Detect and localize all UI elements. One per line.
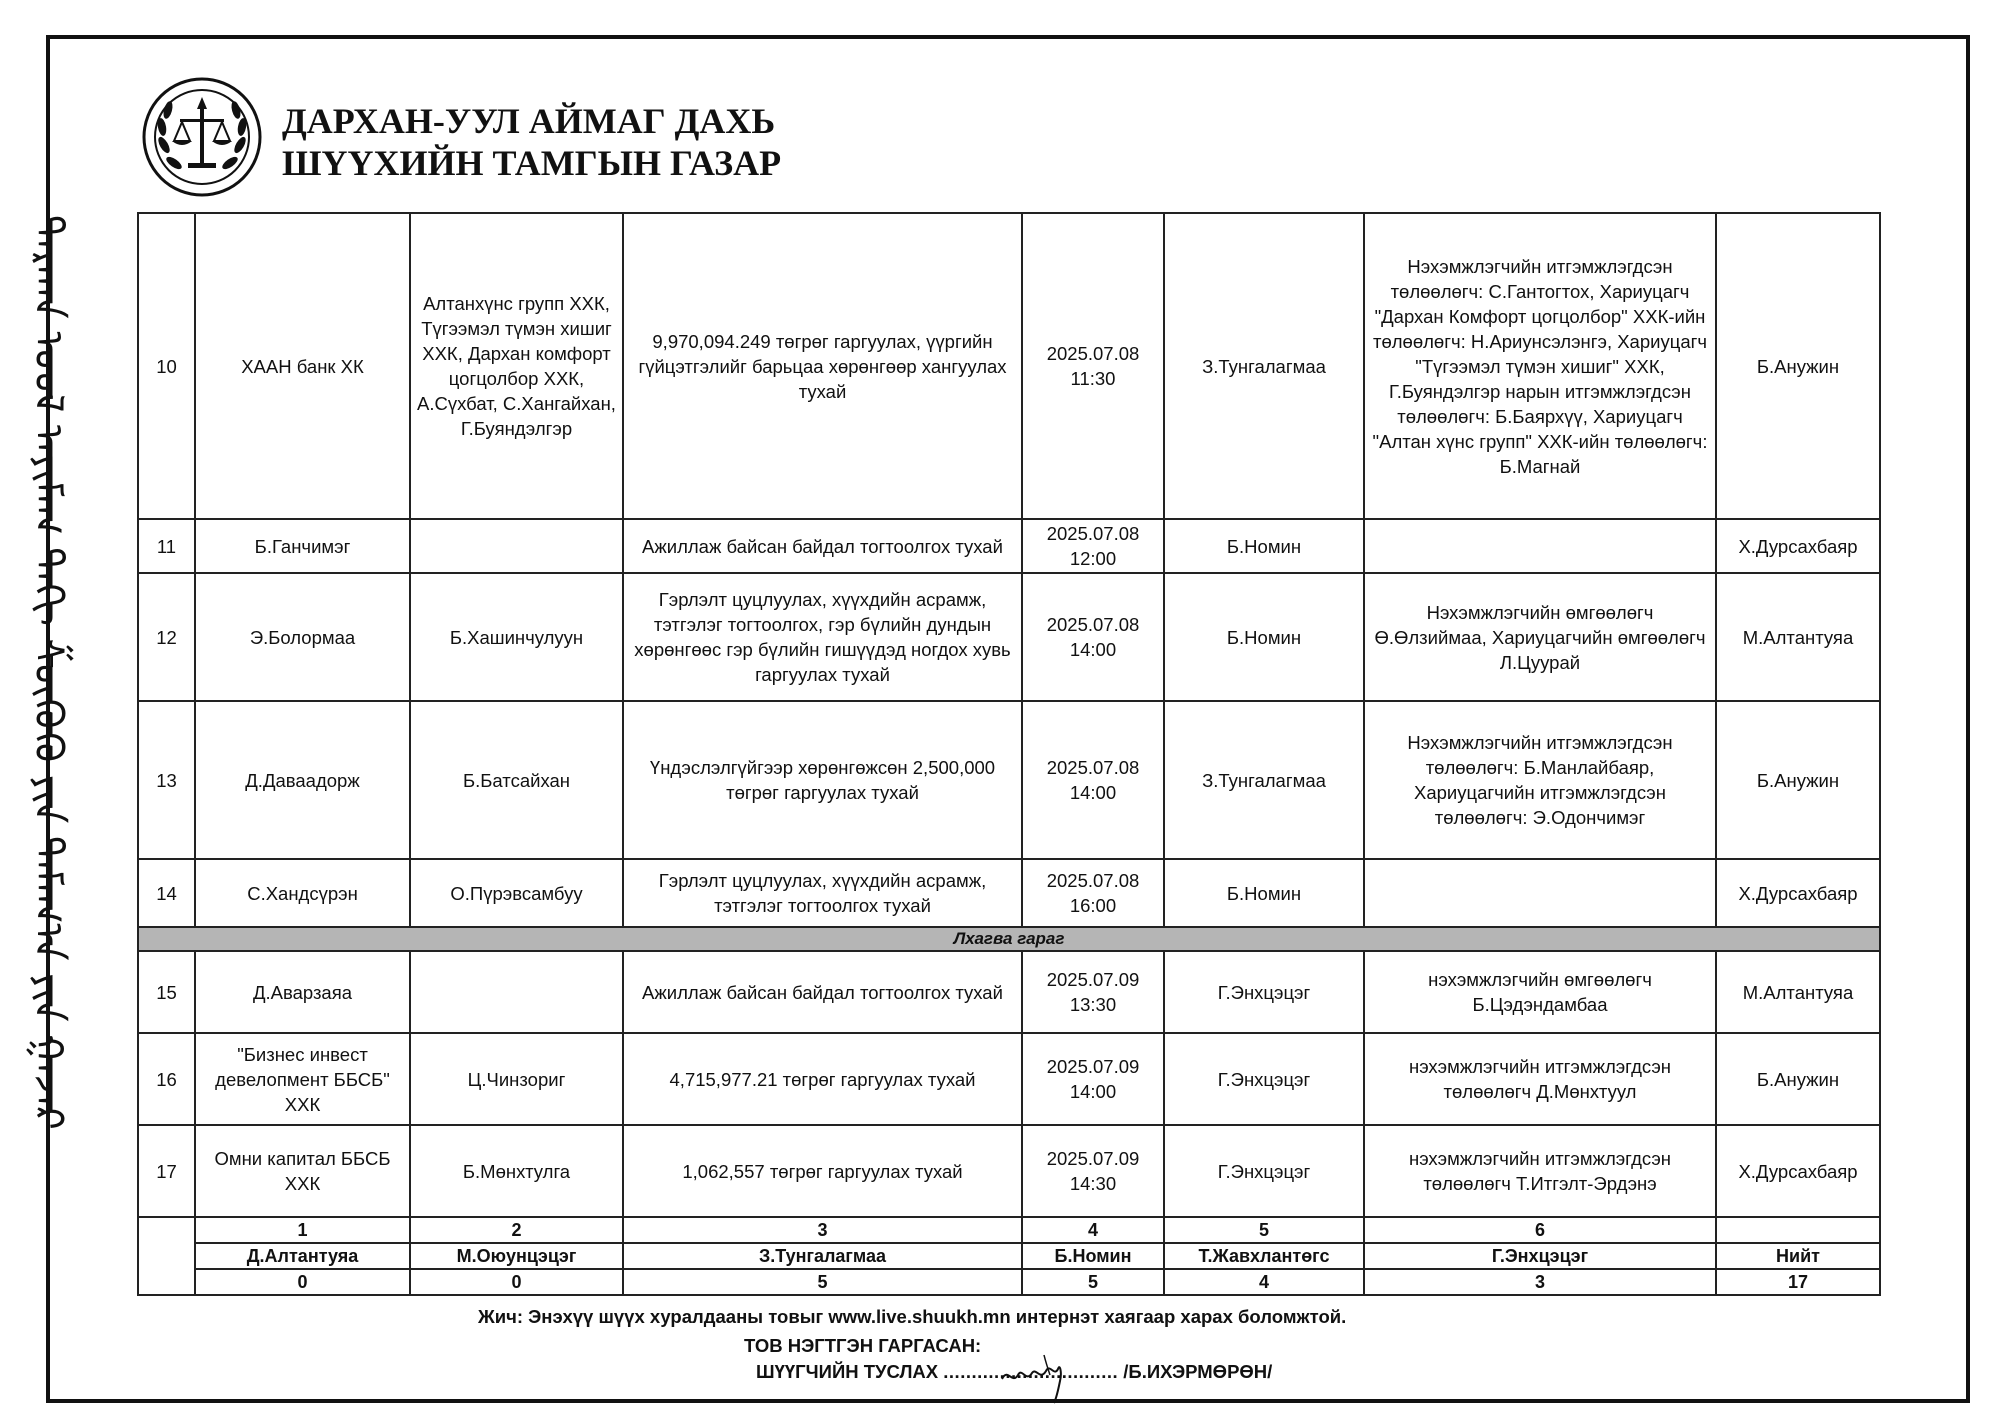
summary-index xyxy=(1716,1217,1880,1243)
mongolian-script-side-text: ᠳᠠᠷᠬᠠᠨ ᠤᠤᠯ ᠠᠶᠢᠮᠠᠭ ᠳᠠᠬᠢ ᠱᠦᠭᠦᠬᠦ ᠶᠢᠨ ᠲᠠᠮᠠᠭ᠎ᠠ ᠶᠢᠨ ᠭᠠᠵᠠᠷ xyxy=(25,215,71,1130)
signer-role: ШҮҮГЧИЙН ТУСЛАХ xyxy=(756,1361,939,1382)
table-row xyxy=(138,1033,1880,1125)
hearing-datetime xyxy=(1022,213,1164,519)
compiled-by-label: ТОВ НЭГТГЭН ГАРГАСАН: xyxy=(744,1335,982,1356)
judge: Г.Энхцэцэг xyxy=(1164,1125,1364,1217)
defendant: Ц.Чинзориг xyxy=(410,1033,623,1125)
judge: З.Тунгалагмаа xyxy=(1164,701,1364,859)
hearing-datetime xyxy=(1022,1033,1164,1125)
court-clerk: Х.Дурсахбаяр xyxy=(1716,1125,1880,1217)
summary-total-count: 17 xyxy=(1716,1269,1880,1295)
hearing-time: 13:30 xyxy=(1069,994,1117,1015)
plaintiff: Омни капитал ББСБ ХХК xyxy=(195,1125,410,1217)
hearing-datetime xyxy=(1022,951,1164,1033)
plaintiff: Д.Аварзаяа xyxy=(195,951,410,1033)
summary-index: 1 xyxy=(195,1217,410,1243)
defendant: Б.Батсайхан xyxy=(410,701,623,859)
case-number: 10 xyxy=(138,213,195,519)
hearing-schedule-table xyxy=(137,212,1881,1296)
hearing-datetime xyxy=(1022,701,1164,859)
defendant: О.Пүрэвсамбуу xyxy=(410,859,623,927)
summary-index-row xyxy=(138,1217,1880,1243)
plaintiff: Д.Даваадорж xyxy=(195,701,410,859)
hearing-datetime xyxy=(1022,1125,1164,1217)
summary-total-label: Нийт xyxy=(1716,1243,1880,1269)
claim: 9,970,094.249 төгрөг гаргуулах, үүргийн гүйцэтгэлийг барьцаа хөрөнгөөр хангуулах тухай xyxy=(623,213,1022,519)
hearing-date: 2025.07.09 xyxy=(1046,1148,1140,1169)
representatives: Нэхэмжлэгчийн өмгөөлөгч Ө.Өлзиймаа, Хариуцагчийн өмгөөлөгч Л.Цуурай xyxy=(1364,573,1716,701)
defendant xyxy=(410,519,623,573)
hearing-date: 2025.07.08 xyxy=(1046,343,1140,364)
representatives: нэхэмжлэгчийн итгэмжлэгдсэн төлөөлөгч Д.Мөнхтуул xyxy=(1364,1033,1716,1125)
court-name xyxy=(282,100,781,184)
court-emblem-icon xyxy=(140,75,264,199)
summary-index: 3 xyxy=(623,1217,1022,1243)
summary-index: 2 xyxy=(410,1217,623,1243)
claim: Гэрлэлт цуцлуулах, хүүхдийн асрамж, тэтгэлэг тогтоолгох, гэр бүлийн дундын хөрөнгөөс гэр бүлийн гишүүдэд ногдох хувь гаргуулах тухай xyxy=(623,573,1022,701)
table-row xyxy=(138,1125,1880,1217)
signer-name: /Б.ИХЭРМӨРӨН/ xyxy=(1123,1361,1273,1382)
claim: Ажиллаж байсан байдал тогтоолгох тухай xyxy=(623,951,1022,1033)
signature-dots: ............................... xyxy=(943,1361,1119,1382)
defendant xyxy=(410,951,623,1033)
hearing-time: 14:30 xyxy=(1069,1173,1117,1194)
claim: 4,715,977.21 төгрөг гаргуулах тухай xyxy=(623,1033,1022,1125)
table-row xyxy=(138,859,1880,927)
summary-index: 5 xyxy=(1164,1217,1364,1243)
case-number: 16 xyxy=(138,1033,195,1125)
judge: Б.Номин xyxy=(1164,859,1364,927)
plaintiff: С.Хандсүрэн xyxy=(195,859,410,927)
summary-count: 5 xyxy=(1022,1269,1164,1295)
hearing-time: 14:00 xyxy=(1069,639,1117,660)
summary-count: 4 xyxy=(1164,1269,1364,1295)
handwritten-signature-icon xyxy=(1000,1345,1120,1405)
case-number: 14 xyxy=(138,859,195,927)
case-number: 11 xyxy=(138,519,195,573)
claim: 1,062,557 төгрөг гаргуулах тухай xyxy=(623,1125,1022,1217)
representatives: нэхэмжлэгчийн итгэмжлэгдсэн төлөөлөгч Т.Итгэлт-Эрдэнэ xyxy=(1364,1125,1716,1217)
hearing-time: 14:00 xyxy=(1069,1081,1117,1102)
court-clerk: Х.Дурсахбаяр xyxy=(1716,859,1880,927)
hearing-datetime xyxy=(1022,859,1164,927)
hearing-time: 12:00 xyxy=(1069,548,1117,569)
table-row xyxy=(138,573,1880,701)
hearing-time: 14:00 xyxy=(1069,782,1117,803)
defendant: Алтанхүнс групп ХХК, Түгээмэл түмэн хишиг ХХК, Дархан комфорт цогцолбор ХХК, А.Сүхбат, С.Хангайхан, Г.Буяндэлгэр xyxy=(410,213,623,519)
representatives: Нэхэмжлэгчийн итгэмжлэгдсэн төлөөлөгч: Б.Манлайбаяр, Хариуцагчийн итгэмжлэгдсэн төлөөлөгч: Э.Одончимэг xyxy=(1364,701,1716,859)
hearing-time: 16:00 xyxy=(1069,895,1117,916)
plaintiff: ХААН банк ХК xyxy=(195,213,410,519)
case-number: 12 xyxy=(138,573,195,701)
representatives: нэхэмжлэгчийн өмгөөлөгч Б.Цэдэндамбаа xyxy=(1364,951,1716,1033)
footer-note: Жич: Энэхүү шүүх хуралдааны товыг www.live.shuukh.mn интернэт хаягаар харах боломжтой. xyxy=(478,1306,1347,1327)
summary-count: 0 xyxy=(410,1269,623,1295)
court-clerk: Б.Анужин xyxy=(1716,1033,1880,1125)
day-separator-row xyxy=(138,927,1880,951)
summary-judge-name: З.Тунгалагмаа xyxy=(623,1243,1022,1269)
summary-index: 6 xyxy=(1364,1217,1716,1243)
court-clerk: М.Алтантуяа xyxy=(1716,951,1880,1033)
case-number: 15 xyxy=(138,951,195,1033)
judge: Б.Номин xyxy=(1164,573,1364,701)
plaintiff: "Бизнес инвест девелопмент ББСБ" ХХК xyxy=(195,1033,410,1125)
hearing-datetime xyxy=(1022,519,1164,573)
summary-judge-name: Г.Энхцэцэг xyxy=(1364,1243,1716,1269)
representatives xyxy=(1364,519,1716,573)
summary-judge-name: М.Оюунцэцэг xyxy=(410,1243,623,1269)
claim: Ажиллаж байсан байдал тогтоолгох тухай xyxy=(623,519,1022,573)
table-row xyxy=(138,213,1880,519)
court-name-line-1: ДАРХАН-УУЛ АЙМАГ ДАХЬ xyxy=(282,101,776,141)
claim: Үндэслэлгүйгээр хөрөнгөжсөн 2,500,000 төгрөг гаргуулах тухай xyxy=(623,701,1022,859)
court-clerk: Б.Анужин xyxy=(1716,213,1880,519)
summary-count: 3 xyxy=(1364,1269,1716,1295)
court-clerk: Х.Дурсахбаяр xyxy=(1716,519,1880,573)
court-name-line-2: ШҮҮХИЙН ТАМГЫН ГАЗАР xyxy=(282,143,782,183)
representatives xyxy=(1364,859,1716,927)
defendant: Б.Хашинчулуун xyxy=(410,573,623,701)
summary-judge-name: Б.Номин xyxy=(1022,1243,1164,1269)
table-row xyxy=(138,519,1880,573)
judge: Г.Энхцэцэг xyxy=(1164,951,1364,1033)
case-number: 13 xyxy=(138,701,195,859)
hearing-date: 2025.07.08 xyxy=(1046,614,1140,635)
summary-counts-row xyxy=(138,1269,1880,1295)
summary-names-row xyxy=(138,1243,1880,1269)
court-clerk: Б.Анужин xyxy=(1716,701,1880,859)
representatives: Нэхэмжлэгчийн итгэмжлэгдсэн төлөөлөгч: С.Гантогтох, Хариуцагч "Дархан Комфорт цогцолбор" ХХК-ийн төлөөлөгч: Н.Ариунсэлэнгэ, Хариуцагч "Түгээмэл түмэн хишиг" ХХК, Г.Буяндэлгэр нарын итгэмжлэгдсэн төлөөлөгч: Б.Баярхүү, Хариуцагч "Алтан хүнс групп" ХХК-ийн төлөөлөгч: Б.Магнай xyxy=(1364,213,1716,519)
plaintiff: Б.Ганчимэг xyxy=(195,519,410,573)
claim: Гэрлэлт цуцлуулах, хүүхдийн асрамж, тэтгэлэг тогтоолгох тухай xyxy=(623,859,1022,927)
summary-judge-name: Т.Жавхлантөгс xyxy=(1164,1243,1364,1269)
summary-judge-name: Д.Алтантуяа xyxy=(195,1243,410,1269)
summary-index: 4 xyxy=(1022,1217,1164,1243)
hearing-datetime xyxy=(1022,573,1164,701)
hearing-date: 2025.07.08 xyxy=(1046,523,1140,544)
hearing-date: 2025.07.09 xyxy=(1046,969,1140,990)
judge: З.Тунгалагмаа xyxy=(1164,213,1364,519)
plaintiff: Э.Болормаа xyxy=(195,573,410,701)
court-clerk: М.Алтантуяа xyxy=(1716,573,1880,701)
case-number: 17 xyxy=(138,1125,195,1217)
judge: Г.Энхцэцэг xyxy=(1164,1033,1364,1125)
summary-count: 0 xyxy=(195,1269,410,1295)
hearing-time: 11:30 xyxy=(1070,368,1116,389)
hearing-date: 2025.07.09 xyxy=(1046,1056,1140,1077)
day-label: Лхагва гараг xyxy=(138,927,1880,951)
summary-blank-cell xyxy=(138,1217,195,1295)
hearing-date: 2025.07.08 xyxy=(1046,870,1140,891)
defendant: Б.Мөнхтулга xyxy=(410,1125,623,1217)
table-row xyxy=(138,951,1880,1033)
table-row xyxy=(138,701,1880,859)
hearing-date: 2025.07.08 xyxy=(1046,757,1140,778)
summary-count: 5 xyxy=(623,1269,1022,1295)
judge: Б.Номин xyxy=(1164,519,1364,573)
